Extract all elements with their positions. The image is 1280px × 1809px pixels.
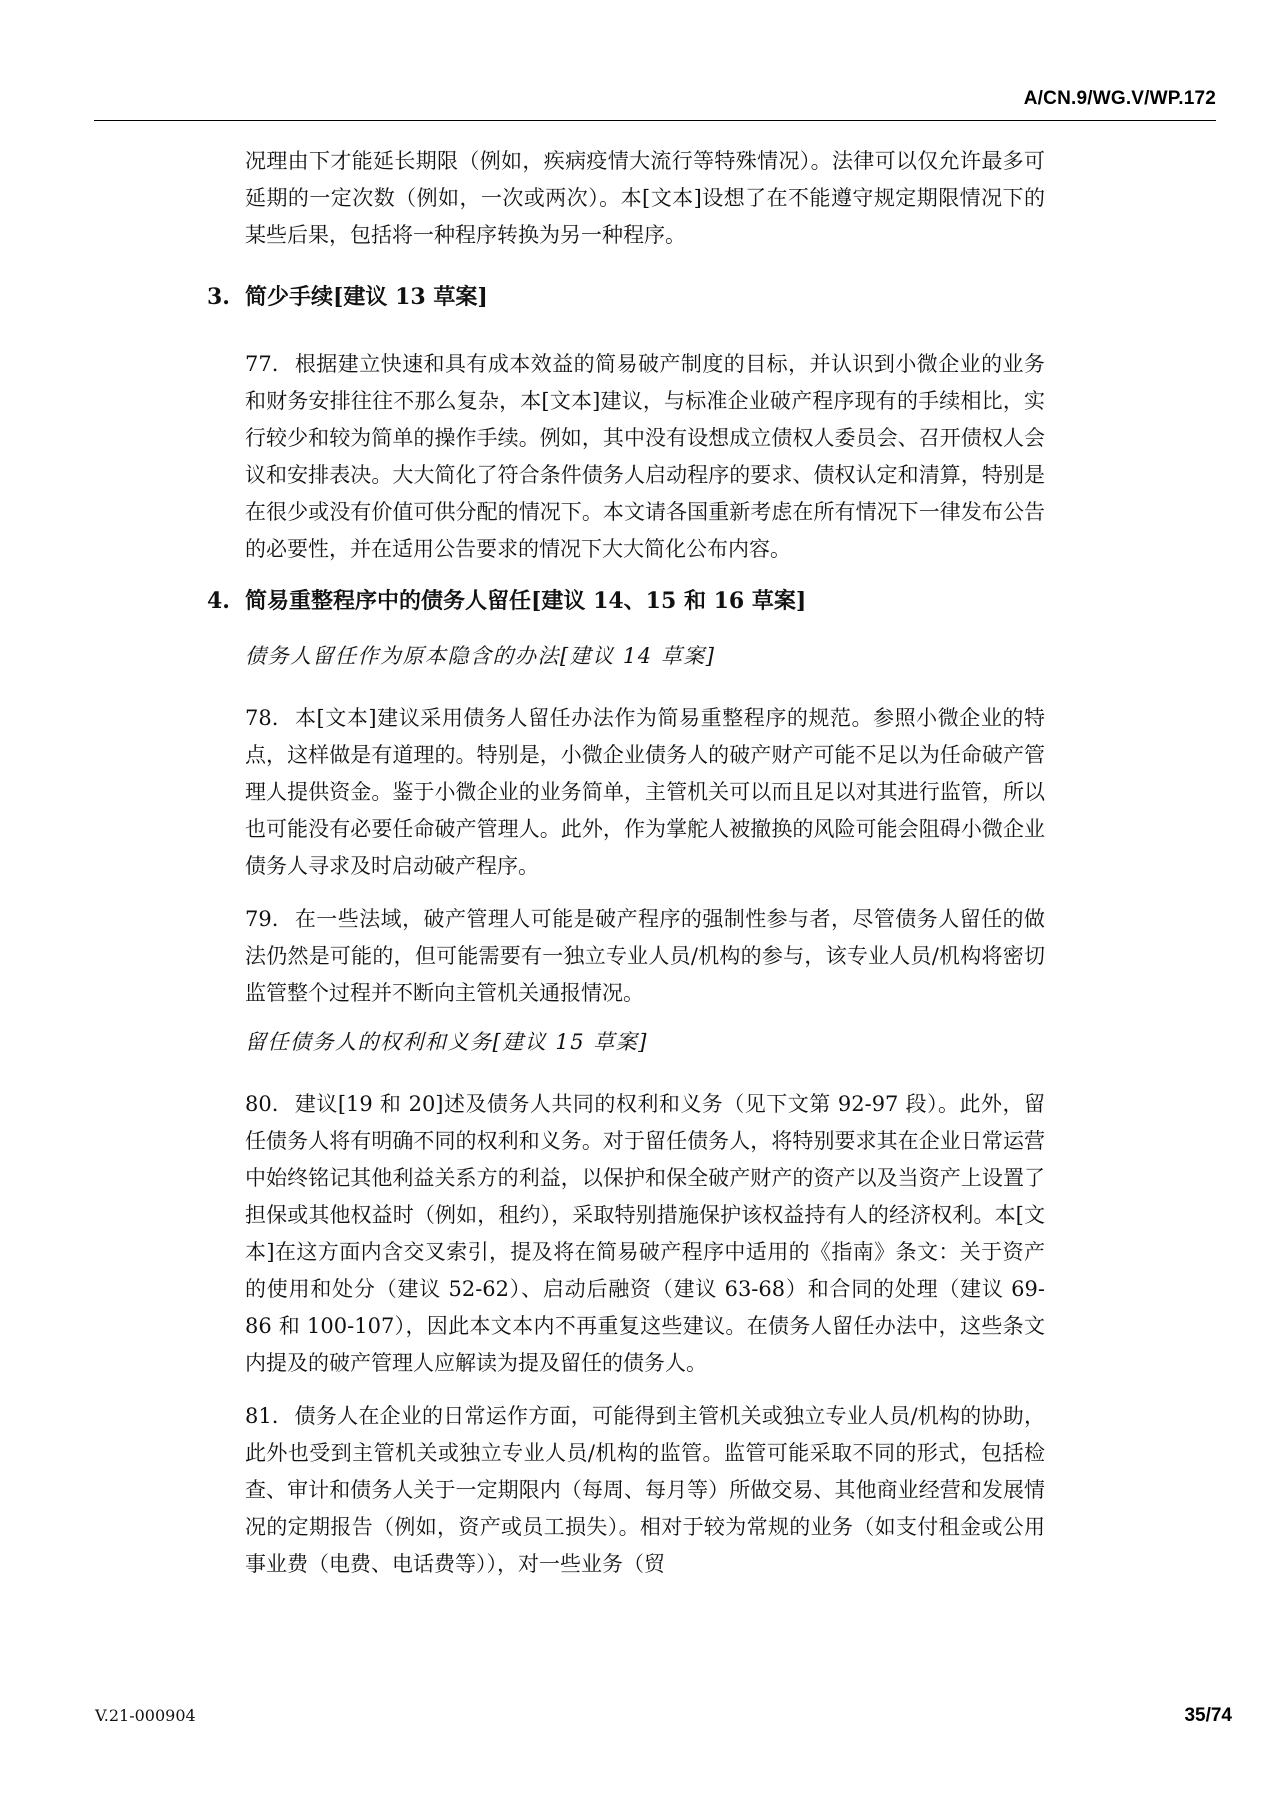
paragraph-continuation: [245, 143, 1045, 254]
paragraph-text: 建议[19 和 20]述及债务人共同的权利和义务（见下文第 92-97 段）。此外，留任债务人将有明确不同的权利和义务。对于留任债务人，将特别要求其在企业日常运营中始终铭记其他利益关系方的利益，以保护和保全破产财产的资产以及当资产上设置了担保或其他权益时（例如，租约），采取特别措施保护该权益持有人的经济权利。本[文本]在这方面内含交叉索引，提及将在简易破产程序中适用的《指南》条文：关于资产的使用和处分（建议 52-62）、启动后融资（建议 63-68）和合同的处理（建议 69-86 和 100-107），因此本文本内不再重复这些建议。在债务人留任办法中，这些条文内提及的破产管理人应解读为提及留任的债务人。: [245, 1092, 1045, 1375]
section-heading: [207, 282, 1045, 312]
paragraph-text: 债务人在企业的日常运作方面，可能得到主管机关或独立专业人员/机构的协助，此外也受到主管机关或独立专业人员/机构的监管。监管可能采取不同的形式，包括检查、审计和债务人关于一定期限内（每周、每月等）所做交易、其他商业经营和发展情况的定期报告（例如，资产或员工损失）。相对于较为常规的业务（如支付租金或公用事业费（电费、电话费等）），对一些业务（贸: [245, 1404, 1045, 1576]
numbered-paragraph: [245, 346, 1045, 568]
paragraph-text: 在一些法域，破产管理人可能是破产程序的强制性参与者，尽管债务人留任的做法仍然是可能的，但可能需要有一独立专业人员/机构的参与，该专业人员/机构将密切监管整个过程并不断向主管机关通报情况。: [245, 907, 1045, 1005]
subsection-heading: [245, 642, 1045, 670]
paragraph-number: 77.: [245, 352, 279, 376]
footer-page-indicator: 35/74: [1184, 1705, 1232, 1726]
footer-job-number: V.21-000904: [95, 1706, 196, 1725]
numbered-paragraph: [245, 901, 1045, 1012]
section-heading-number: 3.: [207, 284, 230, 310]
numbered-paragraph: [245, 1086, 1045, 1382]
subsection-heading-text: 留任债务人的权利和义务[建议 15 草案]: [245, 1030, 648, 1054]
page-footer: [95, 1705, 1232, 1727]
paragraph-number: 79.: [245, 907, 279, 931]
paragraph-text: 本[文本]建议采用债务人留任办法作为简易重整程序的规范。参照小微企业的特点，这样做是有道理的。特别是，小微企业债务人的破产财产可能不足以为任命破产管理人提供资金。鉴于小微企业的业务简单，主管机关可以而且足以对其进行监管，所以也可能没有必要任命破产管理人。此外，作为掌舵人被撤换的风险可能会阻碍小微企业债务人寻求及时启动破产程序。: [245, 706, 1045, 878]
paragraph-number: 80.: [245, 1092, 279, 1116]
subsection-heading-text: 债务人留任作为原本隐含的办法[建议 14 草案]: [245, 644, 716, 668]
section-heading-number: 4.: [207, 588, 230, 614]
numbered-paragraph: [245, 700, 1045, 885]
paragraph-text: 根据建立快速和具有成本效益的简易破产制度的目标，并认识到小微企业的业务和财务安排往往不那么复杂，本[文本]建议，与标准企业破产程序现有的手续相比，实行较少和较为简单的操作手续。例如，其中没有设想成立债权人委员会、召开债权人会议和安排表决。大大简化了符合条件债务人启动程序的要求、债权认定和清算，特别是在很少或没有价值可供分配的情况下。本文请各国重新考虑在所有情况下一律发布公告的必要性，并在适用公告要求的情况下大大简化公布内容。: [245, 352, 1045, 561]
subsection-heading: [245, 1028, 1045, 1056]
numbered-paragraph: [245, 1398, 1045, 1583]
document-symbol: A/CN.9/WG.V/WP.172: [1023, 88, 1216, 109]
paragraph-text: 况理由下才能延长期限（例如，疾病疫情大流行等特殊情况）。法律可以仅允许最多可延期的一定次数（例如，一次或两次）。本[文本]设想了在不能遵守规定期限情况下的某些后果，包括将一种程序转换为另一种程序。: [245, 149, 1045, 247]
paragraph-number: 78.: [245, 706, 279, 730]
section-heading-text: 简易重整程序中的债务人留任[建议 14、15 和 16 草案]: [245, 588, 807, 614]
section-heading-text: 简少手续[建议 13 草案]: [245, 284, 488, 310]
document-body: [207, 143, 1045, 1583]
paragraph-number: 81.: [245, 1404, 279, 1428]
header-rule: [94, 120, 1216, 121]
page-header: [0, 0, 1280, 110]
section-heading: [207, 586, 1045, 616]
